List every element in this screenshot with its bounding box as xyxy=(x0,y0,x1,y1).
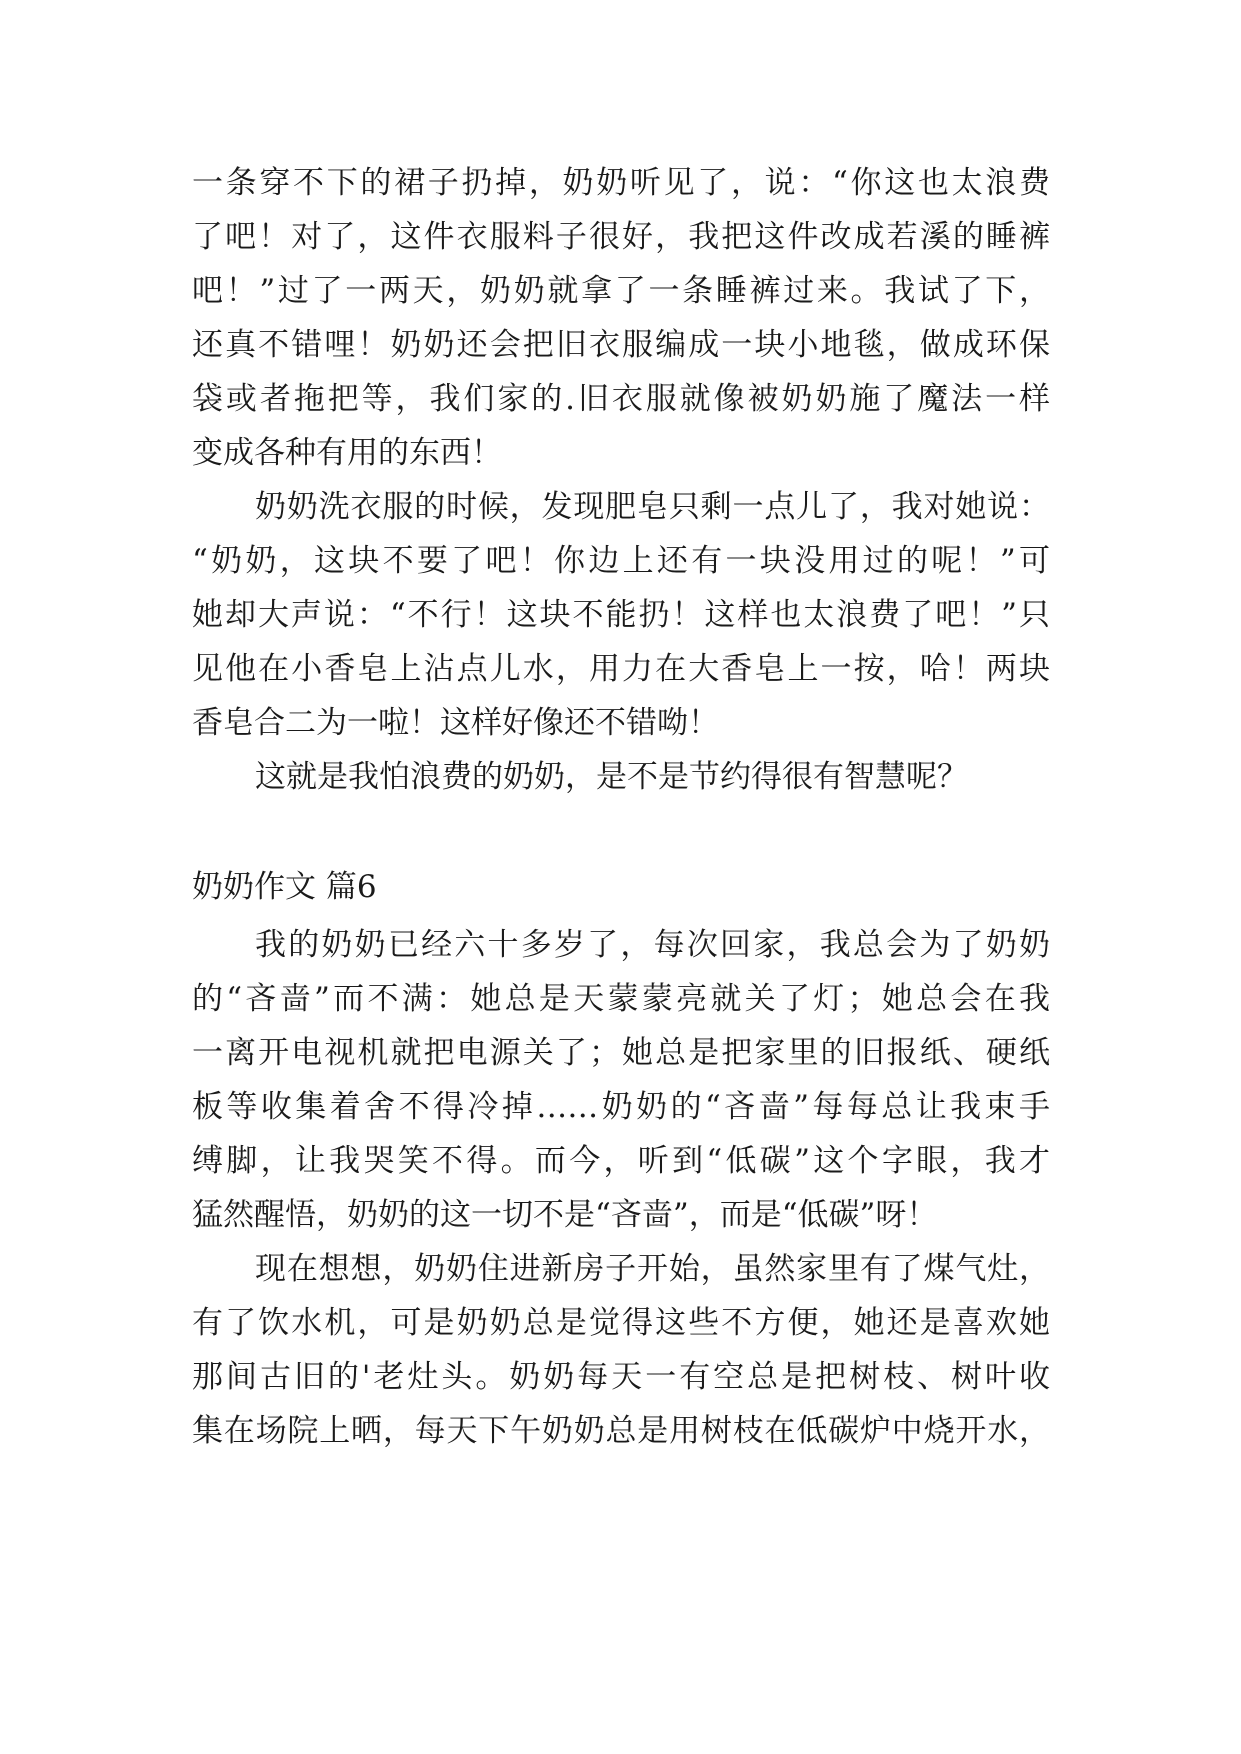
text-line: 还真不错哩！奶奶还会把旧衣服编成一块小地毯，做成环保 xyxy=(192,327,1050,363)
text-line: 见他在小香皂上沾点儿水，用力在大香皂上一按，哈！两块 xyxy=(192,651,1050,687)
text-line: 我的奶奶已经六十多岁了，每次回家，我总会为了奶奶 xyxy=(255,927,1050,963)
text-line: 猛然醒悟，奶奶的这一切不是“吝啬”，而是“低碳”呀！ xyxy=(192,1197,938,1233)
text-line: 板等收集着舍不得冷掉……奶奶的“吝啬”每每总让我束手 xyxy=(192,1089,1050,1125)
text-line: 那间古旧的'老灶头。奶奶每天一有空总是把树枝、树叶收 xyxy=(192,1359,1050,1395)
text-line: 缚脚，让我哭笑不得。而今，听到“低碳”这个字眼，我才 xyxy=(192,1143,1050,1179)
text-line: 一离开电视机就把电源关了；她总是把家里的旧报纸、硬纸 xyxy=(192,1035,1050,1071)
text-line: 袋或者拖把等，我们家的.旧衣服就像被奶奶施了魔法一样 xyxy=(192,381,1050,417)
text-line: 了吧！对了，这件衣服料子很好，我把这件改成若溪的睡裤 xyxy=(192,219,1050,255)
text-line: 她却大声说：“不行！这块不能扔！这样也太浪费了吧！”只 xyxy=(192,597,1050,633)
text-line: “奶奶，这块不要了吧！你边上还有一块没用过的呢！”可 xyxy=(192,543,1050,579)
text-line: 有了饮水机，可是奶奶总是觉得这些不方便，她还是喜欢她 xyxy=(192,1305,1050,1341)
text-line: 的“吝啬”而不满：她总是天蒙蒙亮就关了灯；她总会在我 xyxy=(192,981,1050,1017)
text-line: 吧！”过了一两天，奶奶就拿了一条睡裤过来。我试了下， xyxy=(192,273,1050,309)
text-line: 这就是我怕浪费的奶奶，是不是节约得很有智慧呢？ xyxy=(255,759,968,795)
text-line: 一条穿不下的裙子扔掉，奶奶听见了，说：“你这也太浪费 xyxy=(192,165,1050,201)
text-line: 集在场院上晒，每天下午奶奶总是用树枝在低碳炉中烧开水， xyxy=(192,1413,1050,1449)
text-line: 香皂合二为一啦！这样好像还不错呦！ xyxy=(192,705,719,741)
text-line: 变成各种有用的东西！ xyxy=(192,435,502,471)
text-line: 奶奶洗衣服的时候，发现肥皂只剩一点儿了，我对她说： xyxy=(255,489,1050,525)
text-line: 现在想想，奶奶住进新房子开始，虽然家里有了煤气灶， xyxy=(255,1251,1050,1287)
section-heading: 奶奶作文 篇6 xyxy=(192,869,377,905)
